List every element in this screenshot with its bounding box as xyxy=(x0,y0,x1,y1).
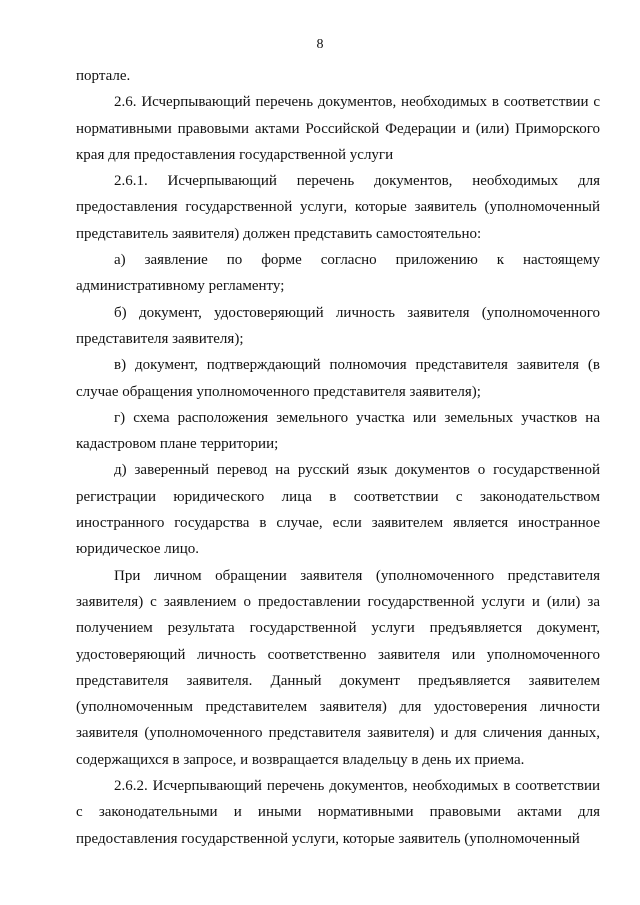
paragraph-section-2-6-1: 2.6.1. Исчерпывающий перечень документов, необходимых для предоставления государственной услуги, которые заявитель (уполномоченный представитель заявителя) должен представить самостоятельно: xyxy=(76,173,600,242)
list-item-g: г) схема расположения земельного участка или земельных участков на кадастровом плане территории; xyxy=(76,409,600,453)
list-item-d: д) заверенный перевод на русский язык документов о государственной регистрации юридического лица в соответствии с законодательством иностранного государства в случае, если заявителем является иностранное юридическое лицо. xyxy=(76,462,600,558)
paragraph-personal-appeal: При личном обращении заявителя (уполномоченного представителя заявителя) с заявлением о предоставлении государственной услуги и (или) за получением результата государственной услуги предъявляется документ, удостоверяющий личность соответственно заявителя или уполномоченного представителя заявителя. Данный документ предъявляется заявителем (уполномоченным представителем заявителя) для удостоверения личности заявителя (уполномоченного представителя заявителя) и для сличения данных, содержащихся в запросе, и возвращается владельцу в день их приема. xyxy=(76,567,600,768)
list-item-b: б) документ, удостоверяющий личность заявителя (уполномоченного представителя заявителя); xyxy=(76,304,600,347)
list-item-a: а) заявление по форме согласно приложению к настоящему административному регламенту; xyxy=(76,252,600,295)
document-body xyxy=(76,63,600,852)
paragraph-section-2-6: 2.6. Исчерпывающий перечень документов, необходимых в соответствии с нормативными правовыми актами Российской Федерации и (или) Приморского края для предоставления государственной услуги xyxy=(76,94,600,163)
page-number: 8 xyxy=(316,37,324,52)
paragraph-continuation: порталe. xyxy=(76,68,131,84)
paragraph-section-2-6-2: 2.6.2. Исчерпывающий перечень документов, необходимых в соответствии с законодательными и иными нормативными правовыми актами для предоставления государственной услуги, которые заявитель (уполномоченный xyxy=(76,778,600,847)
list-item-v: в) документ, подтверждающий полномочия представителя заявителя (в случае обращения уполномоченного представителя заявителя); xyxy=(76,357,600,400)
